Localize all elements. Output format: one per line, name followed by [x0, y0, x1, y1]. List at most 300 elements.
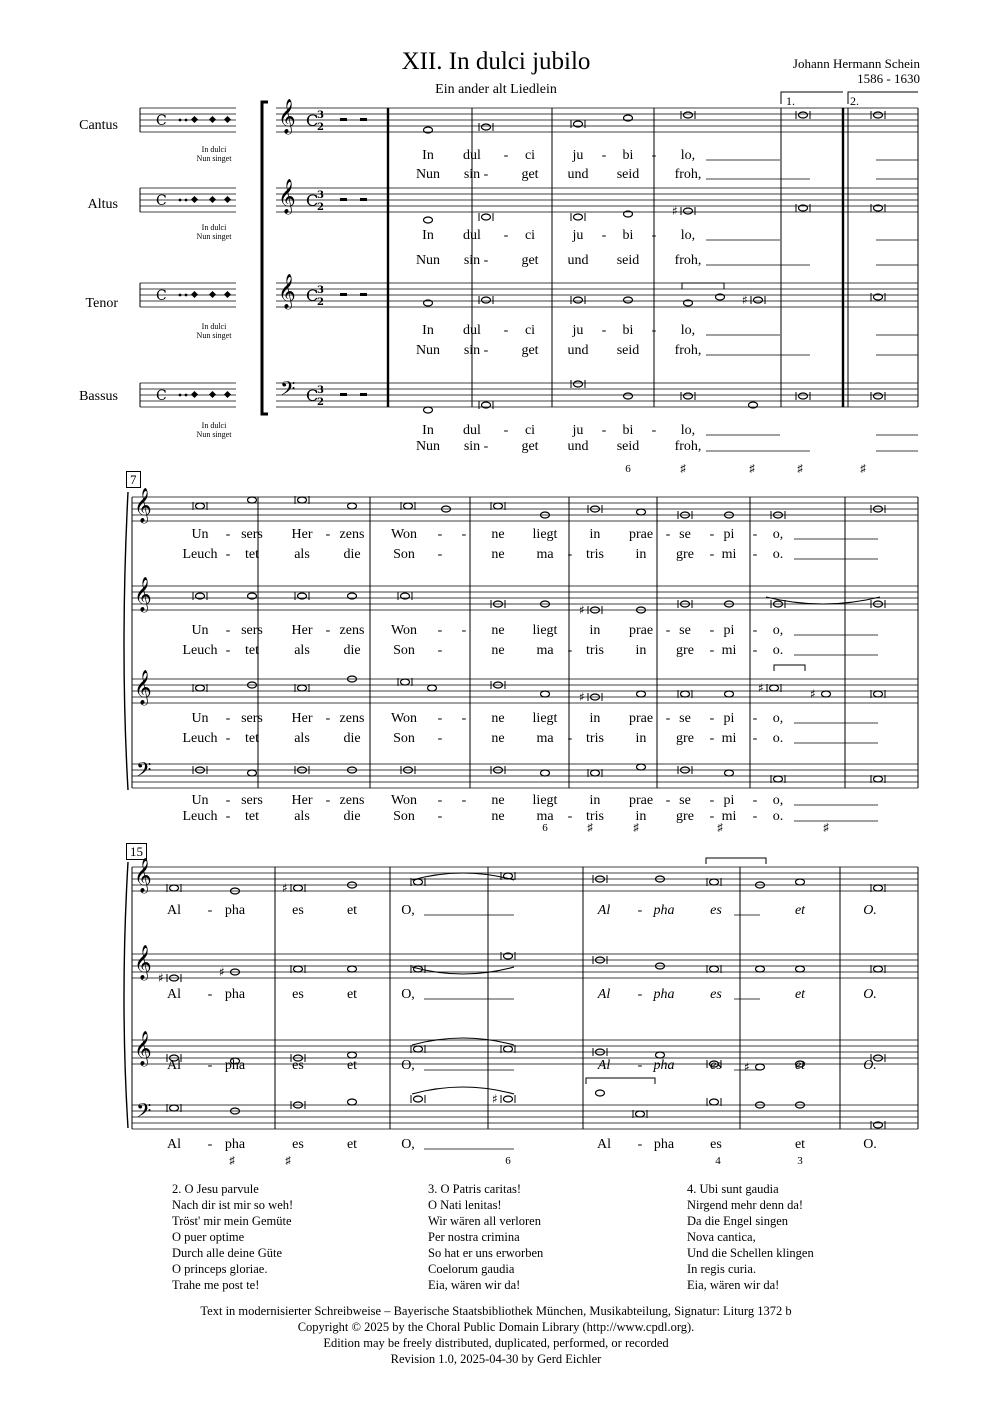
lyric-syllable: mi	[721, 547, 737, 562]
rest	[360, 118, 367, 121]
incipit-note	[191, 291, 198, 298]
lyric-syllable: die	[343, 731, 361, 746]
whole-note	[348, 1099, 357, 1105]
lyric-syllable: ci	[524, 323, 536, 338]
figured-bass-symbol: 3	[797, 1155, 803, 1167]
lyric-syllable: -	[437, 527, 443, 542]
lyric-syllable: et	[346, 1137, 358, 1152]
verse-4	[687, 1181, 814, 1293]
lyric-syllable: Un	[191, 527, 209, 542]
lyric-syllable: pha	[653, 1058, 675, 1073]
verse-line: 2. O Jesu parvule	[172, 1182, 259, 1196]
whole-note	[248, 497, 257, 503]
verse-line: Da die Engel singen	[687, 1214, 789, 1228]
ligature-bracket	[774, 665, 805, 671]
lyric-syllable: Al	[167, 1058, 181, 1073]
lyric-syllable: -	[709, 711, 715, 726]
treble-clef: 𝄞	[134, 1031, 152, 1066]
lyric-syllable: pi	[723, 527, 735, 542]
lyric-syllable: sin	[463, 167, 481, 182]
lyric-syllable: O.	[863, 987, 877, 1002]
time-signature: C	[306, 111, 319, 130]
lyric-syllable: prae	[628, 793, 654, 808]
lyric-syllable: Leuch	[182, 809, 218, 824]
lyric-syllable: -	[752, 711, 758, 726]
incipit-text: In dulci Nun singet	[196, 223, 232, 241]
treble-clef: 𝄞	[134, 670, 152, 705]
lyric-syllable: Nun	[415, 343, 441, 358]
footer-license: Edition may be freely distributed, duplicated, performed, or recorded	[323, 1336, 669, 1350]
lyric-syllable: sers	[241, 793, 263, 808]
incipit-note	[209, 291, 216, 298]
lyric-syllable: -	[752, 793, 758, 808]
lyric-syllable: -	[567, 809, 573, 824]
time-signature: C	[306, 191, 319, 210]
lyric-syllable: in	[635, 731, 647, 746]
system-brace	[124, 862, 128, 1128]
lyric-syllable: sers	[241, 527, 263, 542]
lyric-syllable: ma	[536, 547, 554, 562]
sharp-accidental: ♯	[742, 293, 748, 307]
lyric-syllable: In	[422, 228, 434, 243]
breve-note	[874, 776, 883, 782]
lyric-syllable: -	[225, 623, 231, 638]
lyric-syllable: zens	[339, 623, 365, 638]
breve-note	[799, 393, 808, 399]
verse-line: Wir wären all verloren	[428, 1214, 541, 1228]
lyric-syllable: -	[665, 793, 671, 808]
time-signature: 2	[317, 397, 324, 408]
lyric-syllable: et	[794, 903, 806, 918]
lyric-syllable: bi	[622, 423, 634, 438]
lyric-syllable: se	[679, 793, 691, 808]
lyric-syllable: Won	[390, 623, 418, 638]
breve-note	[710, 966, 719, 972]
whole-note	[796, 879, 805, 885]
incipit-mensuration: C	[156, 388, 167, 404]
lyric-syllable: bi	[622, 228, 634, 243]
figured-bass-symbol: ♯	[749, 463, 755, 475]
lyric-syllable: get	[521, 167, 539, 182]
incipit-mensuration: C	[156, 113, 167, 129]
lyric-syllable: in	[635, 809, 647, 824]
lyric-syllable: -	[437, 731, 443, 746]
lyric-syllable: -	[651, 228, 657, 243]
bass-clef: 𝄢	[280, 377, 296, 405]
lyric-syllable: die	[343, 809, 361, 824]
breve-note	[482, 214, 491, 220]
breve-note	[298, 685, 307, 691]
lyric-syllable: -	[225, 731, 231, 746]
treble-clef: 𝄞	[278, 99, 296, 134]
lyric-syllable: Al	[167, 1137, 181, 1152]
verse-line: 3. O Patris caritas!	[428, 1182, 522, 1196]
time-signature: 3	[317, 190, 324, 201]
lyric-syllable: dul	[463, 148, 481, 163]
lyric-syllable: Al	[167, 903, 181, 918]
system-bracket	[262, 102, 268, 414]
lyric-syllable: tet	[245, 547, 259, 562]
time-signature: 2	[317, 202, 324, 213]
lyric-syllable: -	[325, 623, 331, 638]
lyric-syllable: In	[422, 323, 434, 338]
whole-note	[541, 770, 550, 776]
lyric-syllable: -	[461, 793, 467, 808]
lyric-syllable: -	[752, 643, 758, 658]
slur	[412, 1087, 514, 1094]
breve-note	[874, 112, 883, 118]
lyric-syllable: O,	[401, 903, 415, 918]
lyric-syllable: ci	[524, 228, 536, 243]
lyric-syllable: ju	[572, 423, 584, 438]
lyric-syllable: -	[637, 1058, 643, 1073]
lyric-syllable: -	[225, 527, 231, 542]
lyric-syllable: ju	[572, 228, 584, 243]
breve-note	[196, 685, 205, 691]
lyric-syllable: tris	[586, 643, 604, 658]
lyric-syllable: -	[709, 643, 715, 658]
breve-note	[874, 966, 883, 972]
whole-note	[637, 764, 646, 770]
breve-note	[874, 691, 883, 697]
lyric-syllable: -	[437, 809, 443, 824]
treble-clef: 𝄞	[278, 179, 296, 214]
lyric-syllable: und	[567, 439, 589, 454]
voice-label-bassus: Bassus	[79, 389, 118, 404]
lyric-syllable: froh,	[674, 343, 702, 358]
volta-bracket	[848, 92, 918, 104]
whole-note	[725, 770, 734, 776]
lyric-syllable: In	[422, 148, 434, 163]
breve-note	[684, 208, 693, 214]
lyric-syllable: liegt	[532, 793, 558, 808]
lyric-syllable: -	[752, 623, 758, 638]
verse-line: In regis curia.	[687, 1262, 757, 1276]
lyric-syllable: -	[437, 623, 443, 638]
figured-bass-symbol: ♯	[823, 822, 829, 834]
lyric-syllable: pi	[723, 793, 735, 808]
lyric-syllable: o,	[772, 527, 784, 542]
breve-note	[401, 679, 410, 685]
lyric-syllable: -	[437, 547, 443, 562]
lyric-syllable: Her	[291, 711, 313, 726]
lyric-syllable: get	[521, 439, 539, 454]
incipit-note	[191, 196, 198, 203]
whole-note	[348, 503, 357, 509]
breve-note	[298, 497, 307, 503]
verse-line: Trahe me post te!	[172, 1278, 260, 1292]
breve-note	[774, 776, 783, 782]
time-signature: 2	[317, 297, 324, 308]
incipit-dot	[179, 394, 182, 397]
lyric-syllable: mi	[721, 731, 737, 746]
lyric-syllable: -	[752, 527, 758, 542]
breve-note	[482, 297, 491, 303]
incipit-text: In dulci Nun singet	[196, 322, 232, 340]
lyric-syllable: tris	[586, 547, 604, 562]
sharp-accidental: ♯	[492, 1092, 498, 1106]
lyric-syllable: und	[567, 253, 589, 268]
lyric-syllable: -	[207, 987, 213, 1002]
sharp-accidental: ♯	[219, 965, 225, 979]
lyric-syllable: -	[601, 423, 607, 438]
lyric-syllable: seid	[616, 167, 640, 182]
lyric-syllable: Her	[291, 623, 313, 638]
time-signature: 3	[317, 110, 324, 121]
lyric-syllable: tris	[586, 809, 604, 824]
lyric-syllable: se	[679, 527, 691, 542]
lyric-syllable: in	[589, 623, 601, 638]
lyric-syllable: o.	[772, 809, 784, 824]
lyric-syllable: -	[225, 643, 231, 658]
verse-line: Durch alle deine Güte	[172, 1246, 283, 1260]
lyric-syllable: dul	[463, 423, 481, 438]
verse-line: So hat er uns erworben	[428, 1246, 544, 1260]
whole-note	[796, 966, 805, 972]
breve-note	[710, 1099, 719, 1105]
lyric-syllable: es	[710, 987, 722, 1002]
lyric-syllable: sers	[241, 711, 263, 726]
breve-note	[414, 1096, 423, 1102]
lyric-syllable: ju	[572, 148, 584, 163]
lyric-syllable: -	[225, 547, 231, 562]
breve-note	[294, 966, 303, 972]
lyric-syllable: Al	[597, 1137, 611, 1152]
lyric-syllable: prae	[628, 527, 654, 542]
lyric-syllable: gre	[676, 809, 694, 824]
lyric-syllable: froh,	[674, 439, 702, 454]
lyric-syllable: -	[567, 547, 573, 562]
incipit-text: In dulci Nun singet	[196, 145, 232, 163]
lyric-syllable: Son	[393, 809, 415, 824]
lyric-syllable: -	[207, 1058, 213, 1073]
sharp-accidental: ♯	[158, 971, 164, 985]
rest	[360, 198, 367, 201]
lyric-syllable: -	[752, 731, 758, 746]
sharp-accidental: ♯	[744, 1060, 750, 1074]
verse-line: O Nati lenitas!	[428, 1198, 502, 1212]
lyric-syllable: Al	[597, 903, 611, 918]
lyric-syllable: get	[521, 343, 539, 358]
lyric-syllable: -	[601, 323, 607, 338]
verse-line: Per nostra crimina	[428, 1230, 520, 1244]
lyric-syllable: -	[437, 793, 443, 808]
volta-bracket	[781, 92, 843, 104]
incipit-dot	[179, 294, 182, 297]
whole-note	[424, 407, 433, 413]
lyric-syllable: et	[346, 987, 358, 1002]
lyric-syllable: lo,	[680, 148, 696, 163]
voice-label-tenor: Tenor	[85, 296, 118, 311]
lyric-syllable: ne	[491, 623, 505, 638]
whole-note	[424, 217, 433, 223]
lyric-syllable: -	[437, 643, 443, 658]
lyric-syllable: als	[294, 731, 310, 746]
whole-note	[725, 691, 734, 697]
volta-first-label: 1.	[786, 94, 795, 108]
lyric-syllable: o.	[772, 547, 784, 562]
whole-note	[624, 297, 633, 303]
breve-note	[170, 885, 179, 891]
verse-line: Und die Schellen klingen	[687, 1246, 814, 1260]
lyric-syllable: tet	[245, 809, 259, 824]
lyric-syllable: zens	[339, 711, 365, 726]
lyric-syllable: et	[794, 987, 806, 1002]
lyric-syllable: Nun	[415, 167, 441, 182]
breve-note	[770, 685, 779, 691]
lyric-syllable: -	[709, 547, 715, 562]
lyric-syllable: -	[567, 731, 573, 746]
figured-bass-symbol: 4	[715, 1155, 721, 1167]
lyric-syllable: bi	[622, 323, 634, 338]
incipit-note	[191, 391, 198, 398]
lyric-syllable: als	[294, 547, 310, 562]
lyric-syllable: pha	[224, 1137, 246, 1152]
lyric-syllable: Un	[191, 623, 209, 638]
breve-note	[710, 879, 719, 885]
lyric-syllable: ne	[491, 793, 505, 808]
lyric-syllable: ci	[524, 148, 536, 163]
lyric-syllable: -	[461, 623, 467, 638]
lyric-syllable: -	[752, 547, 758, 562]
lyric-syllable: et	[794, 1058, 806, 1073]
lyric-syllable: pha	[653, 987, 675, 1002]
figured-bass-symbol: ♯	[285, 1155, 291, 1167]
incipit-dot	[179, 119, 182, 122]
verse-line: Eia, wären wir da!	[687, 1278, 780, 1292]
lyric-syllable: ne	[491, 731, 505, 746]
lyric-syllable: -	[601, 148, 607, 163]
whole-note	[348, 966, 357, 972]
treble-clef: 𝄞	[134, 488, 152, 523]
lyric-syllable: gre	[676, 643, 694, 658]
breve-note	[681, 691, 690, 697]
breve-note	[504, 1096, 513, 1102]
lyric-syllable: se	[679, 623, 691, 638]
lyric-syllable: es	[292, 903, 304, 918]
lyric-syllable: sers	[241, 623, 263, 638]
lyric-syllable: Al	[597, 987, 611, 1002]
lyric-syllable: tet	[245, 643, 259, 658]
lyric-syllable: -	[483, 253, 489, 268]
lyric-syllable: -	[665, 711, 671, 726]
breve-note	[574, 297, 583, 303]
lyric-syllable: Al	[597, 1058, 611, 1073]
rest	[360, 293, 367, 296]
composer-name: Johann Hermann Schein	[792, 56, 920, 71]
figured-bass-symbol: ♯	[717, 822, 723, 834]
breve-note	[684, 393, 693, 399]
lyric-syllable: Un	[191, 711, 209, 726]
lyric-syllable: -	[325, 793, 331, 808]
whole-note	[248, 770, 257, 776]
sharp-accidental: ♯	[672, 204, 678, 218]
lyric-syllable: -	[709, 793, 715, 808]
lyric-syllable: die	[343, 547, 361, 562]
lyric-syllable: Leuch	[182, 547, 218, 562]
lyric-syllable: O.	[863, 1058, 877, 1073]
lyric-syllable: sin	[463, 253, 481, 268]
lyric-syllable: lo,	[680, 228, 696, 243]
lyric-syllable: ne	[491, 527, 505, 542]
incipit-note	[224, 291, 231, 298]
breve-note	[294, 885, 303, 891]
rest	[340, 293, 347, 296]
lyric-syllable: et	[346, 1058, 358, 1073]
lyric-syllable: prae	[628, 711, 654, 726]
sharp-accidental: ♯	[810, 687, 816, 701]
page-subtitle: Ein ander alt Liedlein	[435, 82, 557, 97]
breve-note	[404, 503, 413, 509]
bass-clef: 𝄢	[136, 758, 152, 786]
lyric-syllable: sin	[463, 343, 481, 358]
lyric-syllable: -	[651, 323, 657, 338]
lyric-syllable: Al	[167, 987, 181, 1002]
treble-clef: 𝄞	[278, 274, 296, 309]
lyric-syllable: -	[601, 228, 607, 243]
rest	[340, 393, 347, 396]
measure-number: 7	[126, 471, 141, 488]
lyric-syllable: pha	[224, 1058, 246, 1073]
rest	[340, 198, 347, 201]
lyric-syllable: lo,	[680, 423, 696, 438]
breve-note	[170, 1105, 179, 1111]
verse-3	[428, 1181, 543, 1293]
time-signature: C	[306, 386, 319, 405]
lyric-syllable: ma	[536, 809, 554, 824]
incipit-note	[209, 391, 216, 398]
lyric-syllable: zens	[339, 527, 365, 542]
lyric-syllable: -	[709, 623, 715, 638]
lyric-syllable: in	[589, 793, 601, 808]
lyric-syllable: es	[710, 903, 722, 918]
breve-note	[799, 112, 808, 118]
lyric-syllable: o,	[772, 793, 784, 808]
lyric-syllable: in	[635, 547, 647, 562]
lyric-syllable: -	[752, 809, 758, 824]
lyric-syllable: -	[709, 731, 715, 746]
breve-note	[414, 1046, 423, 1052]
lyric-syllable: Nun	[415, 253, 441, 268]
lyric-syllable: O.	[863, 903, 877, 918]
lyric-syllable: Leuch	[182, 643, 218, 658]
footer-credits	[0, 1303, 992, 1367]
breve-note	[196, 503, 205, 509]
incipit-mensuration: C	[156, 288, 167, 304]
figured-bass-symbol: ♯	[229, 1155, 235, 1167]
sharp-accidental: ♯	[758, 681, 764, 695]
lyric-syllable: die	[343, 643, 361, 658]
lyric-syllable: -	[225, 809, 231, 824]
breve-note	[494, 503, 503, 509]
whole-note	[596, 1090, 605, 1096]
lyric-syllable: Her	[291, 793, 313, 808]
lyric-syllable: O,	[401, 1137, 415, 1152]
lyric-syllable: prae	[628, 623, 654, 638]
system-brace	[124, 492, 128, 790]
incipit-note	[224, 116, 231, 123]
breve-note	[874, 885, 883, 891]
lyric-syllable: -	[207, 1137, 213, 1152]
sharp-accidental: ♯	[282, 881, 288, 895]
lyric-syllable: Son	[393, 643, 415, 658]
lyric-syllable: dul	[463, 323, 481, 338]
time-signature: C	[306, 286, 319, 305]
lyric-syllable: als	[294, 643, 310, 658]
lyric-syllable: gre	[676, 731, 694, 746]
lyric-syllable: In	[422, 423, 434, 438]
lyric-syllable: ma	[536, 731, 554, 746]
